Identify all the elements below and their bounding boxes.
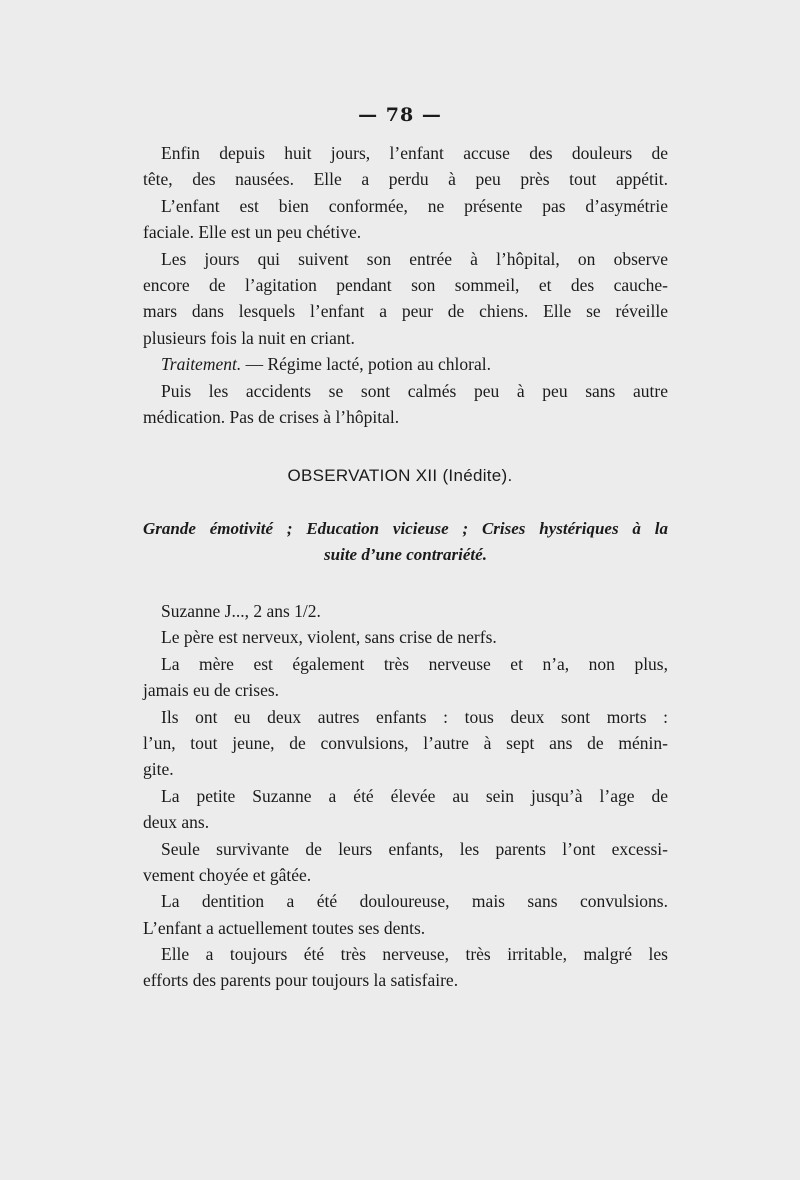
text-line: Les jours qui suivent son entrée à l’hôpital, on observe bbox=[161, 248, 668, 269]
top-text-block bbox=[143, 140, 668, 430]
text-line: mars dans lesquels l’enfant a peur de chiens. Elle se réveille bbox=[143, 301, 668, 322]
text-line: Suzanne J..., 2 ans 1/2. bbox=[161, 601, 321, 621]
text-line: faciale. Elle est un peu chétive. bbox=[143, 222, 362, 243]
text-line: gite. bbox=[143, 759, 174, 780]
observation-heading: OBSERVATION XII (Inédite). bbox=[287, 466, 513, 485]
treatment-label: Traitement. bbox=[161, 354, 242, 375]
text-line: Seule survivante de leurs enfants, les parents l’ont excessi- bbox=[161, 838, 668, 859]
treatment-text: — Régime lacté, potion au chloral. bbox=[241, 354, 492, 375]
text-line: médication. Pas de crises à l’hôpital. bbox=[143, 406, 400, 427]
bottom-text-block bbox=[143, 598, 668, 994]
text-line: deux ans. bbox=[143, 812, 210, 833]
text-line: L’enfant a actuellement toutes ses dents. bbox=[143, 917, 426, 938]
text-line: Le père est nerveux, violent, sans crise de nerfs. bbox=[161, 627, 497, 648]
page-number: — 78 — bbox=[358, 104, 442, 126]
text-line: Elle a toujours été très nerveuse, très irritable, malgré les bbox=[161, 944, 668, 965]
text-line: jamais eu de crises. bbox=[143, 680, 280, 701]
text-line: L’enfant est bien conformée, ne présente pas d’asymétrie bbox=[161, 195, 668, 216]
text-line: tête, des nausées. Elle a perdu à peu près tout appétit. bbox=[143, 169, 668, 190]
text-line: Enfin depuis huit jours, l’enfant accuse des douleurs de bbox=[161, 143, 668, 163]
treatment-line bbox=[143, 351, 668, 377]
subtitle-line: Grande émotivité ; Education vicieuse ; Crises hystériques à la bbox=[143, 519, 668, 538]
subtitle-line: suite d’une contrariété. bbox=[324, 545, 487, 565]
text-line: l’un, tout jeune, de convulsions, l’autre à sept ans de ménin- bbox=[143, 732, 668, 753]
observation-subtitle bbox=[143, 516, 668, 569]
text-line: La dentition a été douloureuse, mais sans convulsions. bbox=[161, 891, 668, 912]
text-line: plusieurs fois la nuit en criant. bbox=[143, 327, 355, 348]
text-line: encore de l’agitation pendant son sommeil, et des cauche- bbox=[143, 274, 668, 295]
text-line: La petite Suzanne a été élevée au sein jusqu’à l’age de bbox=[161, 785, 668, 806]
text-line: vement choyée et gâtée. bbox=[143, 864, 312, 885]
text-line: Puis les accidents se sont calmés peu à peu sans autre bbox=[161, 380, 668, 401]
text-line: efforts des parents pour toujours la satisfaire. bbox=[143, 970, 459, 991]
text-line: Ils ont eu deux autres enfants : tous deux sont morts : bbox=[161, 706, 668, 727]
text-line: La mère est également très nerveuse et n’a, non plus, bbox=[161, 653, 668, 674]
